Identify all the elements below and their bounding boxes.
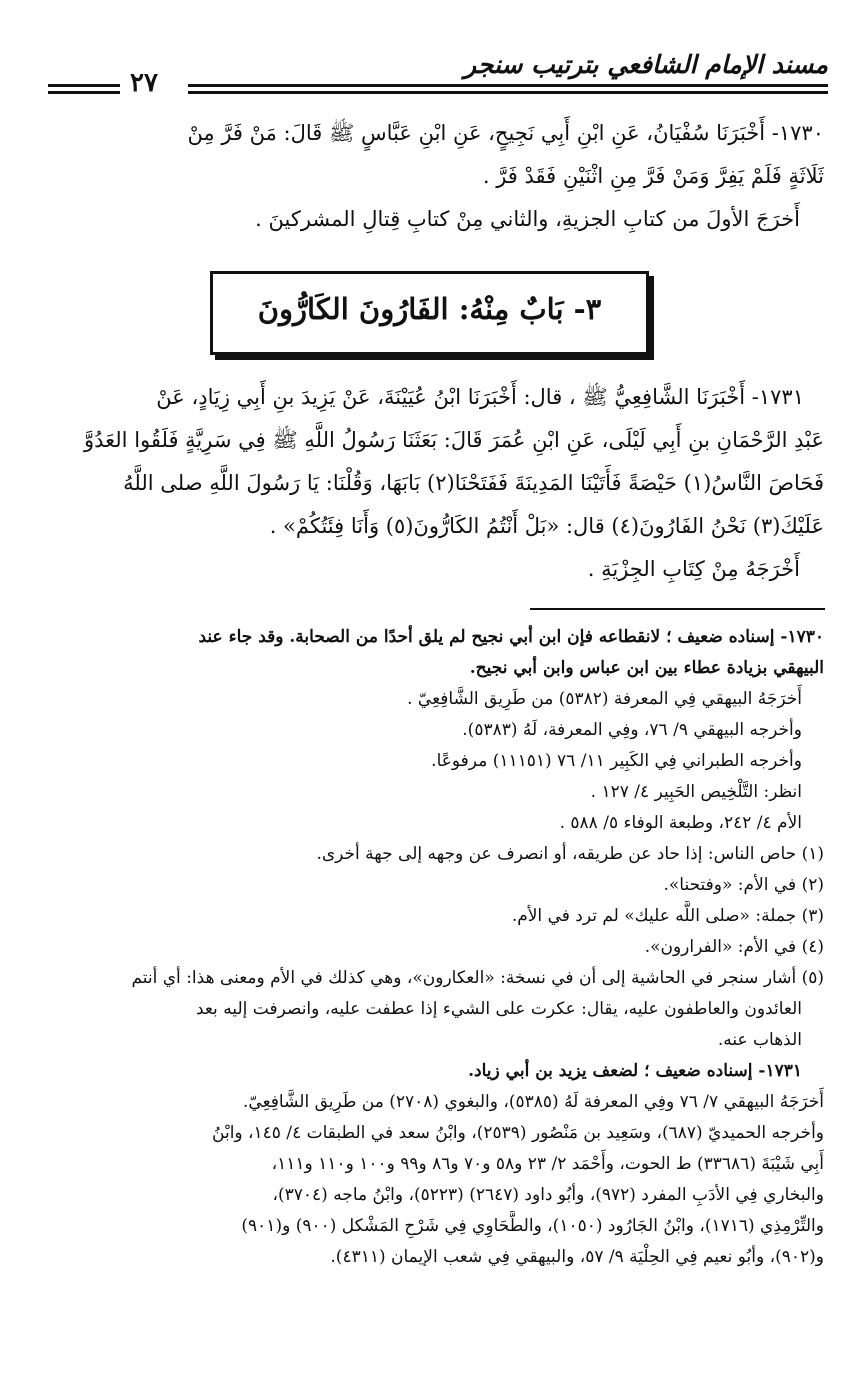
footnote-line: (١) حاص الناس: إذا حاد عن طريقه، أو انصرف عن وجهه إلى جهة أخرى. bbox=[316, 844, 824, 864]
footnote-line: البيهقي بزيادة عطاء بين ابن عباس وابن أبي نجيح. bbox=[469, 658, 824, 678]
hadith-1730 bbox=[34, 112, 824, 241]
page-number: ٢٧ bbox=[130, 68, 158, 98]
header-rule-left-top bbox=[48, 84, 120, 87]
header-rule-right-bottom bbox=[188, 91, 828, 94]
footnote-line: (٢) في الأم: «وفتحنا». bbox=[663, 875, 824, 895]
footnote-line: أَخرَجَهُ البيهقي ٧/ ٧٦ وفِي المعرفة لَهُ (٥٣٨٥)، والبغوي (٢٧٠٨) من طَرِيق الشَّافِعِيّ. bbox=[243, 1092, 824, 1112]
header-rule-right-top bbox=[188, 84, 828, 87]
header-rule-left-bottom bbox=[48, 91, 120, 94]
chapter-heading-box bbox=[210, 271, 649, 355]
chapter-title: ٣- بَابٌ مِنْهُ: الفَارُونَ الكَارُّونَ bbox=[257, 292, 602, 326]
hadith-1730-line: ١٧٣٠- أَخْبَرَنَا سُفْيَانُ، عَنِ ابْنِ أَبِي نَجِيحٍ، عَنِ ابْنِ عَبَّاسٍ ﷺ قَالَ: مَنْ فَرَّ مِنْ bbox=[187, 121, 824, 145]
hadith-1731-line: عَلَيْكَ(٣) نَحْنُ الفَارُونَ(٤) قال: «بَلْ أَنْتُمُ الكَارُّونَ(٥) وَأَنَا فِئَتُكُمْ» . bbox=[269, 514, 824, 538]
footnote-line: انظر: التَّلْخِيص الحَبِير ٤/ ١٢٧ . bbox=[590, 782, 802, 802]
hadith-1730-line: أَخرَجَ الأولَ من كتابِ الجزيةِ، والثاني مِنْ كتابِ قِتالِ المشركينَ . bbox=[255, 207, 800, 231]
footnote-line: (٥) أشار سنجر في الحاشية إلى أن في نسخة: «العكارون»، وهي كذلك في الأم ومعنى هذا: أي أنتم bbox=[131, 968, 824, 988]
footnote-line: (٣) جملة: «صلى اللَّه عليك» لم ترد في الأم. bbox=[511, 906, 824, 926]
footnote-line: العائدون والعاطفون عليه، يقال: عكرت على الشيء إذا عطفت عليه، وانصرفت إليه بعد bbox=[195, 999, 802, 1019]
footnote-line: وأخرجه الطبراني فِي الكَبِير ١١/ ٧٦ (١١١٥١) مرفوعًا. bbox=[431, 751, 802, 771]
hadith-1731-line: أَخْرَجَهُ مِنْ كِتَابِ الجِزْيَةِ . bbox=[587, 557, 800, 581]
hadith-1731 bbox=[34, 376, 824, 591]
hadith-1731-line: عَبْدِ الرَّحْمَانِ بنِ أَبِي لَيْلَى، عَنِ ابْنِ عُمَرَ قَالَ: بَعَثَنَا رَسُولُ اللَّهِ ﷺ فِي سَرِيَّةٍ فَلَقُوا العَدُوَّ bbox=[83, 428, 824, 452]
footnote-line: وأخرجه البيهقي ٩/ ٧٦، وفِي المعرفة، لَهُ (٥٣٨٣). bbox=[462, 720, 802, 740]
footnote-line: أَخرَجَهُ البيهقي فِي المعرفة (٥٣٨٢) من طَرِيق الشَّافِعِيّ . bbox=[407, 689, 802, 709]
footnote-line: ١٧٣١- إسناده ضعيف ؛ لضعف يزيد بن أبي زياد. bbox=[468, 1061, 802, 1081]
footnote-line: أَبِي شَيْبَةَ (٣٣٦٨٦) ط الحوت، وأَحْمَد ٢/ ٢٣ و٥٨ و٧٠ و٨٦ و٩٩ و١٠٠ و١١٠ و١١١، bbox=[271, 1154, 824, 1174]
hadith-1731-line: ١٧٣١- أَخْبَرَنَا الشَّافِعِيُّ ﷺ ، قال: أَخْبَرَنَا ابْنُ عُيَيْنَةَ، عَنْ يَزِيدَ بنِ أَبِي زِيَادٍ، عَنْ bbox=[156, 385, 804, 409]
footnote-line: والبخاري فِي الأدَبِ المفرد (٩٧٢)، وأبُو داود (٢٦٤٧) (٥٢٢٣)، وابْنُ ماجه (٣٧٠٤)، bbox=[272, 1185, 824, 1205]
hadith-1730-line: ثَلَاثَةٍ فَلَمْ يَفِرَّ وَمَنْ فَرَّ مِنِ اثْنَيْنِ فَقَدْ فَرَّ . bbox=[482, 164, 824, 188]
hadith-1731-line: فَحَاصَ النَّاسُ(١) حَيْصَةً فَأَتَيْنَا المَدِينَةَ فَفَتَحْنَا(٢) بَابَهَا، وَقُلْنَا: يَا رَسُولَ اللَّهِ صلى اللَّهُ bbox=[123, 471, 824, 495]
footnote-line: و(٩٠٢)، وأبُو نعيم فِي الحِلْيَة ٩/ ٥٧، والبيهقي فِي شعب الإيمان (٤٣١١). bbox=[330, 1247, 824, 1267]
footnote-line: الأم ٤/ ٢٤٢، وطبعة الوفاء ٥/ ٥٨٨ . bbox=[559, 813, 802, 833]
footnote-line: ١٧٣٠- إسناده ضعيف ؛ لانقطاعه فإن ابن أبي نجيح لم يلق أحدًا من الصحابة. وقد جاء عند bbox=[198, 627, 824, 647]
running-header-title: مسند الإمام الشافعي بترتيب سنجر bbox=[464, 50, 828, 79]
footnote-line: (٤) في الأم: «الفرارون». bbox=[644, 937, 824, 957]
footnotes bbox=[34, 622, 824, 1273]
footnote-line: وأخرجه الحميديّ (٦٨٧)، وسَعِيد بن مَنْصُور (٢٥٣٩)، وابْنُ سعد في الطبقات ٤/ ١٤٥، وابْنُ bbox=[212, 1123, 824, 1143]
footnote-line: والتِّرْمِذِي (١٧١٦)، وابْنُ الجَارُود (١٠٥٠)، والطَّحَاوِي فِي شَرْحِ المَشْكل (٩٠٠) و(٩٠١) bbox=[241, 1216, 824, 1236]
footnote-line: الذهاب عنه. bbox=[717, 1030, 802, 1050]
footnote-separator bbox=[530, 608, 825, 610]
